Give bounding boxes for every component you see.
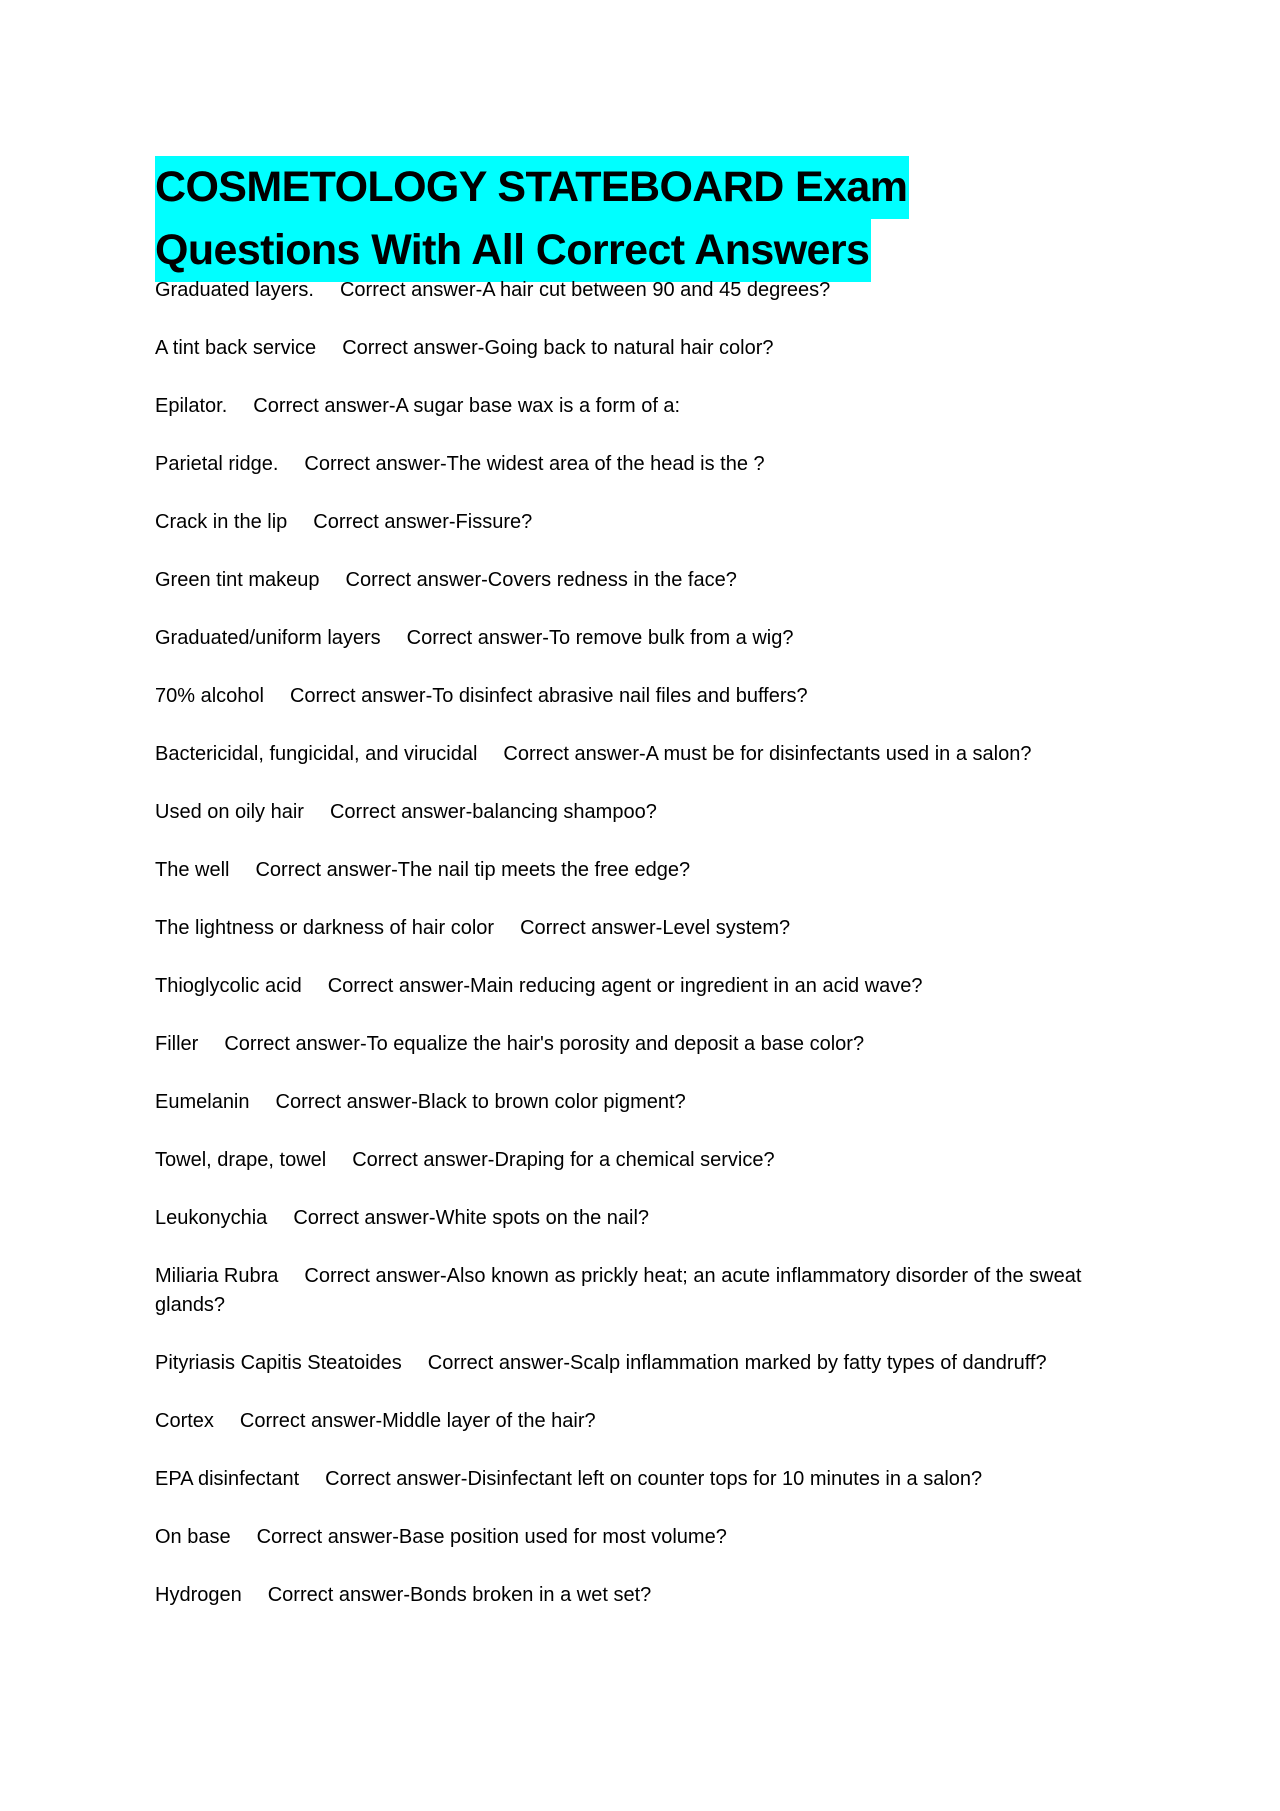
answer-prefix: Correct answer- xyxy=(352,1149,495,1171)
qa-term: Used on oily hair xyxy=(155,801,304,823)
title-line-1: COSMETOLOGY STATEBOARD Exam xyxy=(155,156,909,219)
answer-prefix: Correct answer- xyxy=(256,1526,399,1548)
qa-question: Going back to natural hair color? xyxy=(484,337,774,359)
qa-term: A tint back service xyxy=(155,337,317,359)
title-line-2: Questions With All Correct Answers xyxy=(155,219,871,282)
answer-prefix: Correct answer- xyxy=(520,917,663,939)
qa-item xyxy=(155,972,1135,1001)
qa-term: Eumelanin xyxy=(155,1091,250,1113)
qa-item xyxy=(155,450,1135,479)
qa-term: Graduated/uniform layers xyxy=(155,627,381,649)
qa-term: Bactericidal, fungicidal, and virucidal xyxy=(155,743,478,765)
qa-term: The lightness or darkness of hair color xyxy=(155,917,495,939)
answer-prefix: Correct answer- xyxy=(325,1468,468,1490)
qa-term: Miliaria Rubra xyxy=(155,1265,279,1287)
answer-prefix: Correct answer- xyxy=(342,337,485,359)
answer-prefix: Correct answer- xyxy=(345,569,488,591)
qa-term: Crack in the lip xyxy=(155,511,288,533)
qa-item xyxy=(155,334,1135,363)
qa-term: The well xyxy=(155,859,230,881)
qa-term: Leukonychia xyxy=(155,1207,268,1229)
qa-item xyxy=(155,914,1135,943)
qa-item xyxy=(155,276,1135,305)
answer-prefix: Correct answer- xyxy=(503,743,646,765)
qa-item xyxy=(155,740,1135,769)
qa-item xyxy=(155,1523,1135,1552)
qa-question: The nail tip meets the free edge? xyxy=(397,859,691,881)
qa-item xyxy=(155,856,1135,885)
qa-question: Main reducing agent or ingredient in an acid wave? xyxy=(470,975,923,997)
qa-item xyxy=(155,566,1135,595)
qa-question: Middle layer of the hair? xyxy=(382,1410,596,1432)
qa-item xyxy=(155,508,1135,537)
qa-question: The widest area of the head is the ? xyxy=(446,453,765,475)
qa-question: Base position used for most volume? xyxy=(398,1526,727,1548)
qa-item xyxy=(155,1407,1135,1436)
qa-term: On base xyxy=(155,1526,231,1548)
qa-question: A sugar base wax is a form of a: xyxy=(395,395,681,417)
qa-item xyxy=(155,1262,1135,1320)
qa-item xyxy=(155,1146,1135,1175)
answer-prefix: Correct answer- xyxy=(304,453,447,475)
document-title xyxy=(155,156,1135,282)
qa-term: EPA disinfectant xyxy=(155,1468,300,1490)
qa-question: A hair cut between 90 and 45 degrees? xyxy=(482,279,831,301)
answer-prefix: Correct answer- xyxy=(253,395,396,417)
qa-item xyxy=(155,682,1135,711)
answer-prefix: Correct answer- xyxy=(275,1091,418,1113)
qa-term: Green tint makeup xyxy=(155,569,320,591)
qa-question: To disinfect abrasive nail files and buffers? xyxy=(432,685,808,707)
qa-question: Scalp inflammation marked by fatty types of dandruff? xyxy=(570,1352,1047,1374)
answer-prefix: Correct answer- xyxy=(255,859,398,881)
answer-prefix: Correct answer- xyxy=(224,1033,367,1055)
qa-item xyxy=(155,624,1135,653)
qa-item xyxy=(155,1204,1135,1233)
qa-item xyxy=(155,1030,1135,1059)
qa-question: Fissure? xyxy=(455,511,533,533)
qa-term: Pityriasis Capitis Steatoides xyxy=(155,1352,402,1374)
qa-question: Also known as prickly heat; an acute inflammatory disorder of the sweat glands? xyxy=(155,1265,1082,1316)
qa-term: Graduated layers. xyxy=(155,279,314,301)
qa-question: To remove bulk from a wig? xyxy=(548,627,794,649)
answer-prefix: Correct answer- xyxy=(304,1265,447,1287)
answer-prefix: Correct answer- xyxy=(339,279,483,301)
qa-item xyxy=(155,798,1135,827)
qa-term: Parietal ridge. xyxy=(155,453,279,475)
qa-question: A must be for disinfectants used in a salon? xyxy=(645,743,1032,765)
answer-prefix: Correct answer- xyxy=(239,1410,383,1432)
answer-prefix: Correct answer- xyxy=(293,1207,436,1229)
qa-term: Hydrogen xyxy=(155,1584,242,1606)
qa-item xyxy=(155,1581,1135,1610)
qa-question: Black to brown color pigment? xyxy=(417,1091,686,1113)
qa-item xyxy=(155,1349,1135,1378)
qa-question: Bonds broken in a wet set? xyxy=(409,1584,652,1606)
answer-prefix: Correct answer- xyxy=(289,685,433,707)
qa-item xyxy=(155,1465,1135,1494)
document-content xyxy=(155,156,1135,1639)
qa-term: 70% alcohol xyxy=(155,685,264,707)
qa-list xyxy=(155,276,1135,1610)
qa-term: Towel, drape, towel xyxy=(155,1149,327,1171)
qa-term: Thioglycolic acid xyxy=(155,975,302,997)
qa-question: Disinfectant left on counter tops for 10 minutes in a salon? xyxy=(467,1468,983,1490)
answer-prefix: Correct answer- xyxy=(406,627,549,649)
qa-question: Draping for a chemical service? xyxy=(494,1149,775,1171)
qa-term: Filler xyxy=(155,1033,199,1055)
qa-question: Level system? xyxy=(662,917,791,939)
answer-prefix: Correct answer- xyxy=(313,511,456,533)
qa-term: Cortex xyxy=(155,1410,214,1432)
qa-question: White spots on the nail? xyxy=(435,1207,650,1229)
answer-prefix: Correct answer- xyxy=(427,1352,571,1374)
qa-question: To equalize the hair's porosity and deposit a base color? xyxy=(366,1033,865,1055)
qa-question: balancing shampoo? xyxy=(472,801,657,823)
qa-item xyxy=(155,392,1135,421)
answer-prefix: Correct answer- xyxy=(329,801,473,823)
answer-prefix: Correct answer- xyxy=(267,1584,410,1606)
answer-prefix: Correct answer- xyxy=(327,975,470,997)
qa-item xyxy=(155,1088,1135,1117)
qa-question: Covers redness in the face? xyxy=(487,569,737,591)
qa-term: Epilator. xyxy=(155,395,228,417)
